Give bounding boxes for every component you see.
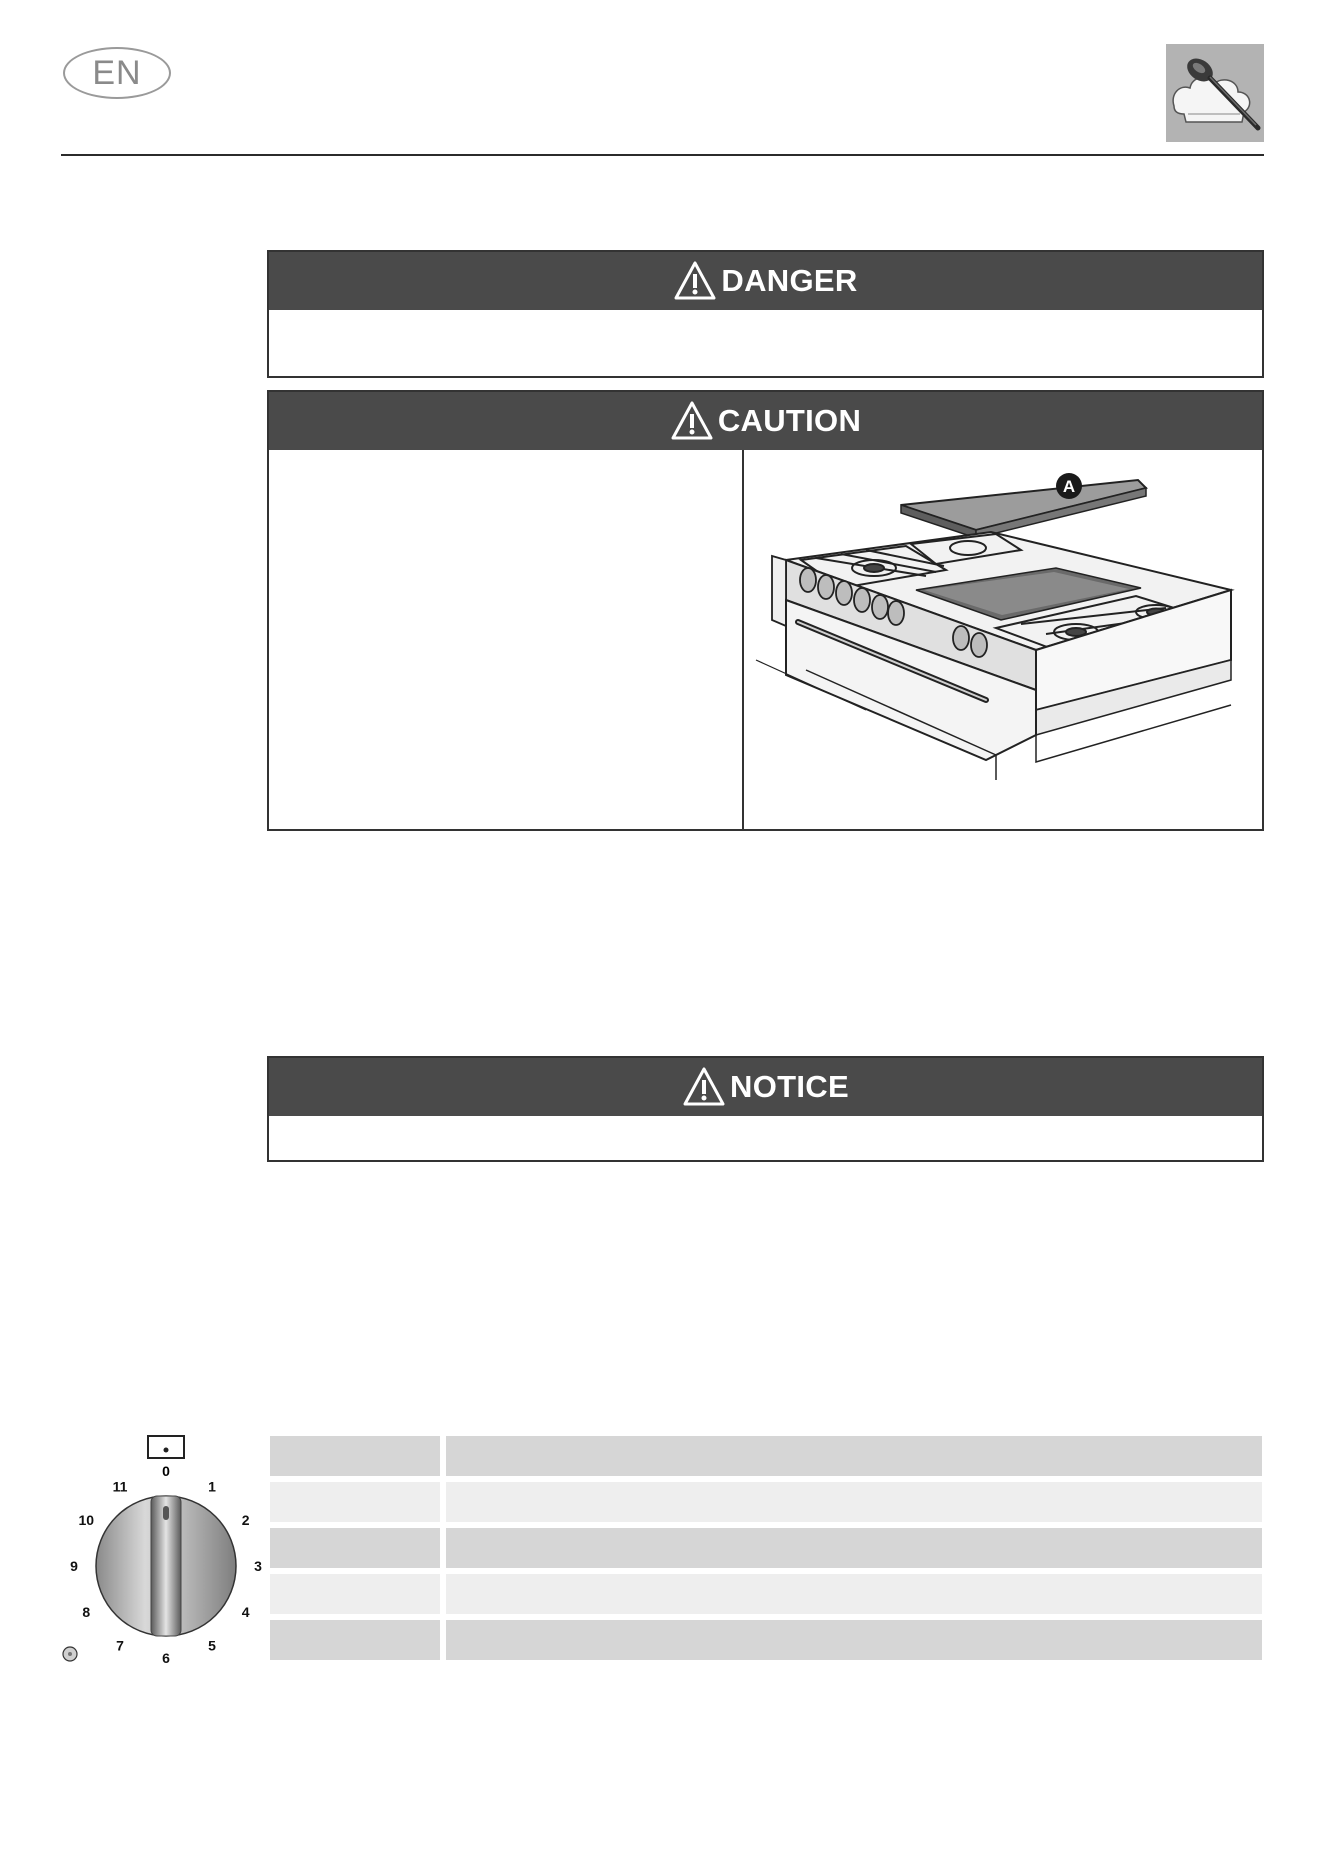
- table-cell: [446, 1436, 1262, 1476]
- table-cell: [446, 1574, 1262, 1614]
- knob-position-label: 11: [112, 1478, 128, 1495]
- table-cell: [446, 1528, 1262, 1568]
- danger-title: DANGER: [721, 263, 858, 298]
- header-divider: [61, 154, 1264, 156]
- control-knob-diagram: [60, 1430, 270, 1670]
- knob-position-label: 6: [162, 1650, 170, 1666]
- table-cell: [270, 1620, 440, 1660]
- knob-position-label: 8: [82, 1604, 91, 1620]
- off-indicator-box: [148, 1436, 184, 1458]
- knob-position-label: 1: [208, 1478, 216, 1495]
- language-badge: EN: [63, 47, 171, 99]
- callout-a-label: A: [1062, 477, 1076, 496]
- table-cell: [270, 1436, 440, 1476]
- table-cell: [270, 1482, 440, 1522]
- notice-box: [267, 1056, 1264, 1162]
- caution-banner: [269, 392, 1262, 450]
- notice-title: NOTICE: [730, 1069, 849, 1104]
- caution-title: CAUTION: [717, 403, 862, 438]
- warning-triangle-icon: [682, 1066, 726, 1108]
- table-cell: [446, 1620, 1262, 1660]
- knob-position-label: 3: [254, 1558, 262, 1574]
- table-row: [270, 1528, 1262, 1568]
- warning-triangle-icon: [673, 260, 717, 302]
- knob-position-label: 7: [116, 1637, 124, 1654]
- table-cell: [270, 1528, 440, 1568]
- knob-position-label: 4: [241, 1604, 250, 1620]
- knob-position-label: 5: [208, 1637, 216, 1654]
- knob-position-label: 2: [241, 1512, 250, 1528]
- knob-position-label: 10: [78, 1512, 95, 1528]
- settings-table: [270, 1436, 1262, 1666]
- notice-banner: [269, 1058, 1262, 1116]
- table-row: [270, 1574, 1262, 1614]
- caution-box: [267, 390, 1264, 831]
- danger-banner: [269, 252, 1262, 310]
- table-row: [270, 1482, 1262, 1522]
- warning-triangle-icon: [670, 400, 714, 442]
- danger-box: [267, 250, 1264, 378]
- table-row: [270, 1620, 1262, 1660]
- knob-off-label: 0: [162, 1463, 170, 1479]
- range-griddle-cover-illustration: [746, 450, 1262, 831]
- table-cell: [270, 1574, 440, 1614]
- table-cell: [446, 1482, 1262, 1522]
- table-row: [270, 1436, 1262, 1476]
- knob-position-label: 9: [70, 1558, 78, 1574]
- chef-spoon-icon: [1166, 44, 1264, 142]
- caution-column-divider: [742, 450, 744, 831]
